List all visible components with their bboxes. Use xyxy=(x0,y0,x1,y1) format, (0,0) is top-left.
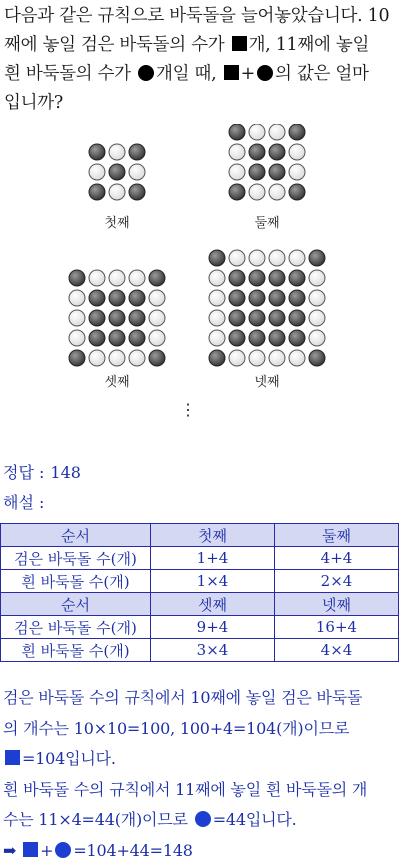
white-stone xyxy=(209,270,225,286)
black-stone xyxy=(289,124,305,140)
black-stone xyxy=(229,310,245,326)
black-stone xyxy=(129,330,145,346)
white-stone xyxy=(209,290,225,306)
black-stone xyxy=(269,330,285,346)
white-stone xyxy=(149,290,165,306)
white-stone xyxy=(309,290,325,306)
white-stone xyxy=(209,330,225,346)
solution-label: 해설 : xyxy=(3,490,44,513)
white-stone xyxy=(229,350,245,366)
white-stone xyxy=(289,164,305,180)
white-stone xyxy=(109,184,125,200)
white-stone xyxy=(229,250,245,266)
table-row: 흰 바둑돌 수(개) 1×4 2×4 xyxy=(1,570,399,593)
figure-label-first: 첫째 xyxy=(104,215,129,231)
white-stone xyxy=(89,350,105,366)
ellipsis-icon: ⋮ xyxy=(180,400,196,419)
black-stone xyxy=(209,250,225,266)
answer-value: 148 xyxy=(50,463,81,482)
black-stone xyxy=(309,350,325,366)
white-stone xyxy=(129,164,145,180)
question-line-4: 입니까? xyxy=(4,89,398,118)
circle-symbol-icon xyxy=(55,842,71,858)
black-stone xyxy=(229,270,245,286)
black-stone xyxy=(109,310,125,326)
square-symbol-icon xyxy=(23,842,38,857)
figure-fourth xyxy=(209,250,325,366)
black-stone xyxy=(249,330,265,346)
white-stone xyxy=(129,270,145,286)
white-stone xyxy=(149,310,165,326)
black-stone xyxy=(269,144,285,160)
explanation-line-1: 검은 바둑돌 수의 규칙에서 10째에 놓일 검은 바둑돌 xyxy=(3,683,399,714)
white-stone xyxy=(289,144,305,160)
black-stone xyxy=(229,290,245,306)
white-stone xyxy=(249,124,265,140)
white-stone xyxy=(149,330,165,346)
figure-label-third: 셋째 xyxy=(104,374,129,390)
white-stone xyxy=(69,330,85,346)
black-stone xyxy=(269,310,285,326)
black-stone xyxy=(229,330,245,346)
black-stone xyxy=(149,270,165,286)
black-stone xyxy=(249,144,265,160)
black-stone xyxy=(269,164,285,180)
black-stone xyxy=(289,310,305,326)
black-stone xyxy=(109,330,125,346)
white-stone xyxy=(69,310,85,326)
table-header-row: 순서 첫째 둘째 xyxy=(1,524,399,547)
black-stone xyxy=(89,330,105,346)
explanation-line-2: 의 개수는 10×10=100, 100+4=104(개)이므로 xyxy=(3,714,399,745)
black-stone xyxy=(129,144,145,160)
white-stone xyxy=(249,350,265,366)
white-stone xyxy=(309,270,325,286)
answer-line xyxy=(3,460,81,483)
white-stone xyxy=(269,184,285,200)
square-symbol-icon xyxy=(232,36,247,51)
black-stone xyxy=(69,350,85,366)
black-stone xyxy=(149,350,165,366)
black-stone xyxy=(89,310,105,326)
explanation-line-3: =104입니다. xyxy=(3,744,399,775)
black-stone xyxy=(289,184,305,200)
table-row: 검은 바둑돌 수(개) 1+4 4+4 xyxy=(1,547,399,570)
question-line-1: 다음과 같은 규칙으로 바둑돌을 늘어놓았습니다. 10 xyxy=(4,2,398,31)
white-stone xyxy=(129,350,145,366)
white-stone xyxy=(209,310,225,326)
white-stone xyxy=(309,310,325,326)
black-stone xyxy=(69,270,85,286)
table-row: 검은 바둑돌 수(개) 9+4 16+4 xyxy=(1,616,399,639)
square-symbol-icon xyxy=(5,750,20,765)
black-stone xyxy=(89,290,105,306)
white-stone xyxy=(269,350,285,366)
white-stone xyxy=(229,164,245,180)
explanation-text xyxy=(3,683,399,866)
white-stone xyxy=(109,350,125,366)
circle-symbol-icon xyxy=(138,65,154,81)
solution-table xyxy=(0,523,399,662)
black-stone xyxy=(249,310,265,326)
table-header-row: 순서 셋째 넷째 xyxy=(1,593,399,616)
arrow-right-icon: ➡ xyxy=(3,841,16,860)
black-stone xyxy=(89,144,105,160)
white-stone xyxy=(89,164,105,180)
white-stone xyxy=(289,350,305,366)
figure-first xyxy=(89,144,145,200)
white-stone xyxy=(109,270,125,286)
white-stone xyxy=(229,144,245,160)
black-stone xyxy=(269,270,285,286)
black-stone xyxy=(129,310,145,326)
black-stone xyxy=(89,184,105,200)
black-stone xyxy=(249,164,265,180)
question-line-3: 흰 바둑돌의 수가 개일 때, + 의 값은 얼마 xyxy=(4,60,398,89)
figure-label-fourth: 넷째 xyxy=(254,374,279,390)
question-line-2: 째에 놓일 검은 바둑돌의 수가 개, 11째에 놓일 xyxy=(4,31,398,60)
explanation-line-4: 흰 바둑돌 수의 규칙에서 11째에 놓일 흰 바둑돌의 개 xyxy=(3,775,399,806)
figure-third xyxy=(69,270,165,366)
answer-label: 정답 : xyxy=(3,463,44,482)
white-stone xyxy=(269,250,285,266)
white-stone xyxy=(289,250,305,266)
white-stone xyxy=(109,144,125,160)
white-stone xyxy=(89,270,105,286)
black-stone xyxy=(309,250,325,266)
white-stone xyxy=(249,250,265,266)
table-row: 흰 바둑돌 수(개) 3×4 4×4 xyxy=(1,639,399,662)
black-stone xyxy=(269,290,285,306)
black-stone xyxy=(289,290,305,306)
black-stone xyxy=(229,184,245,200)
black-stone xyxy=(109,164,125,180)
white-stone xyxy=(69,290,85,306)
question-text xyxy=(4,2,398,118)
circle-symbol-icon xyxy=(195,811,211,827)
figure-label-second: 둘째 xyxy=(254,215,279,231)
black-stone xyxy=(109,290,125,306)
black-stone xyxy=(289,330,305,346)
black-stone xyxy=(249,290,265,306)
black-stone xyxy=(229,124,245,140)
black-stone xyxy=(209,350,225,366)
black-stone xyxy=(129,184,145,200)
black-stone xyxy=(129,290,145,306)
figure-second xyxy=(229,124,305,200)
white-stone xyxy=(249,184,265,200)
square-symbol-icon xyxy=(224,65,239,80)
white-stone xyxy=(309,330,325,346)
white-stone xyxy=(269,124,285,140)
stone-pattern-figure xyxy=(0,124,400,424)
explanation-line-6: ➡ + =104+44=148 xyxy=(3,836,399,866)
circle-symbol-icon xyxy=(257,65,273,81)
black-stone xyxy=(249,270,265,286)
explanation-line-5: 수는 11×4=44(개)이므로 =44입니다. xyxy=(3,805,399,836)
black-stone xyxy=(289,270,305,286)
